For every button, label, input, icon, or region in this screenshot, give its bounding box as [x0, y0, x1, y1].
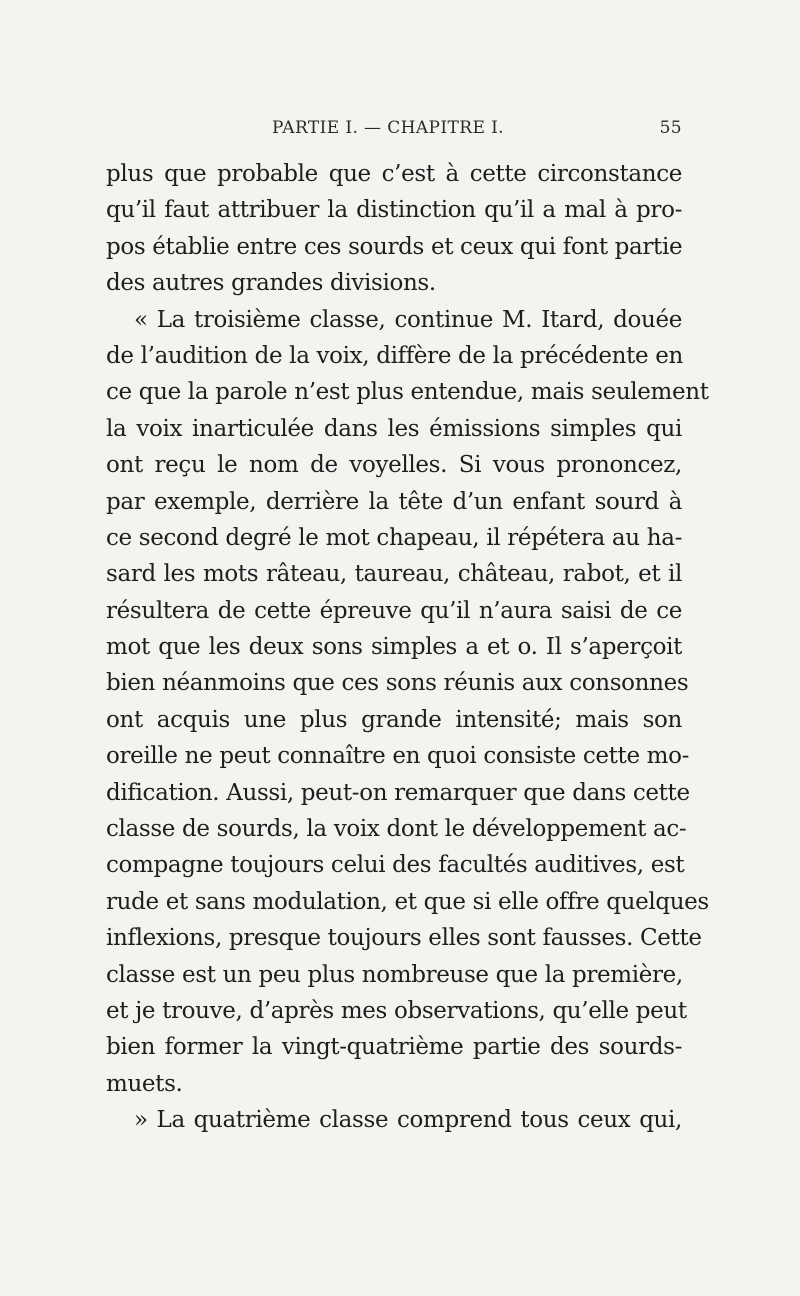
text-line: dification. Aussi, peut-on remarquer que dans cette: [106, 779, 690, 806]
text-line: ont reçu le nom de voyelles. Si vous prononcez,: [106, 452, 682, 479]
text-line: bien former la vingt-quatrième partie des sourds-: [106, 1034, 682, 1061]
text-line: compagne toujours celui des facultés auditives, est: [106, 852, 685, 879]
text-line: classe de sourds, la voix dont le développement ac-: [106, 816, 687, 843]
text-line: la voix inarticulée dans les émissions simples qui: [106, 415, 682, 442]
text-line: et je trouve, d’après mes observations, qu’elle peut: [106, 997, 687, 1024]
text-line: muets.: [106, 1070, 183, 1097]
text-line: inflexions, presque toujours elles sont fausses. Cette: [106, 925, 702, 952]
text-line: « La troisième classe, continue M. Itard, douée: [134, 306, 682, 333]
text-line: bien néanmoins que ces sons réunis aux consonnes: [106, 670, 689, 697]
text-line: ce second degré le mot chapeau, il répétera au ha-: [106, 524, 682, 551]
text-line: rude et sans modulation, et que si elle offre quelques: [106, 888, 709, 915]
text-line: de l’audition de la voix, diffère de la précédente en: [106, 342, 683, 369]
text-line: mot que les deux sons simples a et o. Il s’aperçoit: [106, 634, 682, 661]
running-title: PARTIE I. — CHAPITRE I.: [272, 118, 504, 138]
text-line: des autres grandes divisions.: [106, 270, 436, 297]
text-line: ce que la parole n’est plus entendue, mais seulement: [106, 379, 709, 406]
text-line: sard les mots râteau, taureau, château, rabot, et il: [106, 561, 682, 588]
text-body: [106, 156, 709, 1139]
text-line: classe est un peu plus nombreuse que la première,: [106, 961, 683, 988]
text-line: ont acquis une plus grande intensité; mais son: [106, 706, 682, 733]
text-line: pos établie entre ces sourds et ceux qui font partie: [106, 233, 683, 260]
page-number: 55: [659, 118, 682, 138]
text-line: qu’il faut attribuer la distinction qu’il a mal à pro-: [106, 197, 682, 224]
text-line: oreille ne peut connaître en quoi consiste cette mo-: [106, 743, 690, 770]
text-line: par exemple, derrière la tête d’un enfant sourd à: [106, 488, 682, 515]
page-header: [272, 118, 680, 146]
text-line: résultera de cette épreuve qu’il n’aura saisi de ce: [106, 597, 682, 624]
text-line: plus que probable que c’est à cette circonstance: [106, 161, 682, 187]
text-line: » La quatrième classe comprend tous ceux qui,: [134, 1107, 682, 1134]
